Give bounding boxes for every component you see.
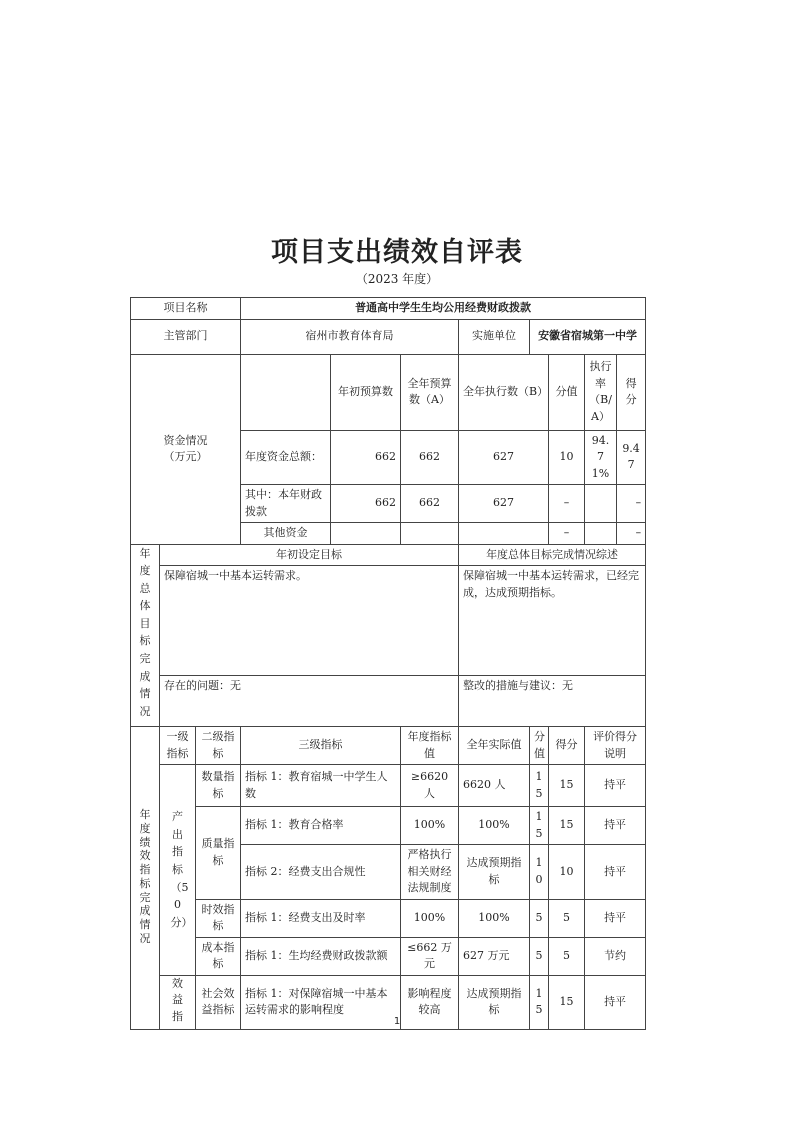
funds-header-rate: 执行率（B/A） bbox=[585, 354, 617, 430]
funds-header-weight: 分值 bbox=[549, 354, 585, 430]
indicator-level3: 指标 1：教育宿城一中学生人数 bbox=[241, 765, 401, 807]
funds-header-score: 得分 bbox=[617, 354, 646, 430]
indicator-level2: 社会效益指标 bbox=[196, 975, 241, 1029]
indicators-header-score: 得分 bbox=[549, 727, 585, 765]
goals-set-header: 年初设定目标 bbox=[160, 544, 459, 566]
indicator-target: ≥6620 人 bbox=[401, 765, 459, 807]
funds-header-annual: 全年预算数（A） bbox=[401, 354, 459, 430]
output-indicator-label bbox=[160, 765, 196, 976]
goals-measures: 整改的措施与建议：无 bbox=[459, 676, 646, 727]
funds-row-fiscal-annual: 662 bbox=[401, 485, 459, 523]
funds-header-blank bbox=[241, 354, 331, 430]
indicator-level3: 指标 2：经费支出合规性 bbox=[241, 845, 401, 900]
funds-row-total-executed: 627 bbox=[459, 430, 549, 485]
indicator-level3: 指标 1：教育合格率 bbox=[241, 807, 401, 845]
effect-indicator-label-text: 效益指 bbox=[172, 976, 183, 1023]
funds-header-executed: 全年执行数（B） bbox=[459, 354, 549, 430]
goals-side-label bbox=[131, 544, 160, 727]
indicator-score: 15 bbox=[549, 807, 585, 845]
indicators-header-weight: 分值 bbox=[530, 727, 549, 765]
funds-row-other-annual bbox=[401, 523, 459, 545]
indicator-target: 100% bbox=[401, 899, 459, 937]
indicators-side-label bbox=[131, 727, 160, 1030]
indicator-target: 影响程度较高 bbox=[401, 975, 459, 1029]
indicator-note: 持平 bbox=[585, 899, 646, 937]
indicator-actual: 达成预期指标 bbox=[459, 975, 530, 1029]
indicator-weight: 10 bbox=[530, 845, 549, 900]
unit-value: 安徽省宿城第一中学 bbox=[530, 319, 646, 354]
indicator-score: 15 bbox=[549, 765, 585, 807]
indicators-header-target: 年度指标值 bbox=[401, 727, 459, 765]
funds-row-total-label: 年度资金总额： bbox=[241, 430, 331, 485]
indicator-note: 持平 bbox=[585, 807, 646, 845]
indicator-weight: 5 bbox=[530, 899, 549, 937]
indicator-note: 节约 bbox=[585, 937, 646, 975]
funds-row-total-score: 9.47 bbox=[617, 430, 646, 485]
funds-header-initial: 年初预算数 bbox=[331, 354, 401, 430]
funds-row-total-rate: 94.71% bbox=[585, 430, 617, 485]
indicator-level3: 指标 1：经费支出及时率 bbox=[241, 899, 401, 937]
project-name-value: 普通高中学生生均公用经费财政拨款 bbox=[241, 298, 646, 320]
indicator-level2: 数量指标 bbox=[196, 765, 241, 807]
funds-row-total-initial: 662 bbox=[331, 430, 401, 485]
indicators-header-level1: 一级指标 bbox=[160, 727, 196, 765]
funds-row-other-executed bbox=[459, 523, 549, 545]
indicator-level2: 时效指标 bbox=[196, 899, 241, 937]
funds-row-fiscal-executed: 627 bbox=[459, 485, 549, 523]
indicator-actual: 6620 人 bbox=[459, 765, 530, 807]
indicator-score: 10 bbox=[549, 845, 585, 900]
indicator-actual: 达成预期指标 bbox=[459, 845, 530, 900]
funds-row-total-weight: 10 bbox=[549, 430, 585, 485]
funds-row-other-weight: – bbox=[549, 523, 585, 545]
funds-row-total-annual: 662 bbox=[401, 430, 459, 485]
indicator-note: 持平 bbox=[585, 975, 646, 1029]
evaluation-table bbox=[130, 297, 646, 1030]
indicator-weight: 15 bbox=[530, 765, 549, 807]
indicators-header-note: 评价得分说明 bbox=[585, 727, 646, 765]
indicators-side-label-text: 年度绩效指标完成情况 bbox=[139, 808, 151, 945]
indicator-actual: 100% bbox=[459, 807, 530, 845]
funds-row-fiscal-score: – bbox=[617, 485, 646, 523]
funds-row-fiscal-rate bbox=[585, 485, 617, 523]
funds-row-other-score: – bbox=[617, 523, 646, 545]
page-subtitle: （2023 年度） bbox=[355, 272, 439, 286]
funds-row-fiscal-label: 其中：本年财政拨款 bbox=[241, 485, 331, 523]
funds-row-other-label: 其他资金 bbox=[241, 523, 331, 545]
output-indicator-label-text: 产出指标（50分） bbox=[170, 810, 193, 929]
indicator-target: ≤662 万元 bbox=[401, 937, 459, 975]
indicators-header-level3: 三级指标 bbox=[241, 727, 401, 765]
funds-row-fiscal-initial: 662 bbox=[331, 485, 401, 523]
funds-row-other-rate bbox=[585, 523, 617, 545]
indicator-score: 15 bbox=[549, 975, 585, 1029]
dept-value: 宿州市教育体育局 bbox=[241, 319, 459, 354]
indicator-note: 持平 bbox=[585, 765, 646, 807]
project-name-label: 项目名称 bbox=[131, 298, 241, 320]
indicator-weight: 15 bbox=[530, 975, 549, 1029]
indicator-target: 100% bbox=[401, 807, 459, 845]
indicator-actual: 627 万元 bbox=[459, 937, 530, 975]
indicators-header-actual: 全年实际值 bbox=[459, 727, 530, 765]
indicator-weight: 15 bbox=[530, 807, 549, 845]
funds-label-text: 资金情况（万元） bbox=[163, 433, 208, 463]
goals-problems: 存在的问题：无 bbox=[160, 676, 459, 727]
page-number: 1 bbox=[393, 1016, 401, 1027]
indicator-level3: 指标 1：对保障宿城一中基本运转需求的影响程度 bbox=[241, 975, 401, 1029]
indicator-level3: 指标 1：生均经费财政拨款额 bbox=[241, 937, 401, 975]
indicator-score: 5 bbox=[549, 899, 585, 937]
indicator-weight: 5 bbox=[530, 937, 549, 975]
indicator-score: 5 bbox=[549, 937, 585, 975]
indicator-note: 持平 bbox=[585, 845, 646, 900]
indicators-header-level2: 二级指标 bbox=[196, 727, 241, 765]
funds-label bbox=[131, 354, 241, 544]
goals-set-text: 保障宿城一中基本运转需求。 bbox=[160, 566, 459, 676]
goals-side-label-text: 年度总体目标完成情况 bbox=[139, 546, 151, 718]
dept-label: 主管部门 bbox=[131, 319, 241, 354]
indicator-level2: 成本指标 bbox=[196, 937, 241, 975]
funds-row-other-initial bbox=[331, 523, 401, 545]
indicator-actual: 100% bbox=[459, 899, 530, 937]
indicator-level2: 质量指标 bbox=[196, 807, 241, 900]
funds-row-fiscal-weight: – bbox=[549, 485, 585, 523]
unit-label: 实施单位 bbox=[459, 319, 530, 354]
indicator-target: 严格执行相关财经法规制度 bbox=[401, 845, 459, 900]
goals-summary-text: 保障宿城一中基本运转需求，已经完成，达成预期指标。 bbox=[459, 566, 646, 676]
page-title: 项目支出绩效自评表 bbox=[271, 237, 523, 268]
goals-summary-header: 年度总体目标完成情况综述 bbox=[459, 544, 646, 566]
